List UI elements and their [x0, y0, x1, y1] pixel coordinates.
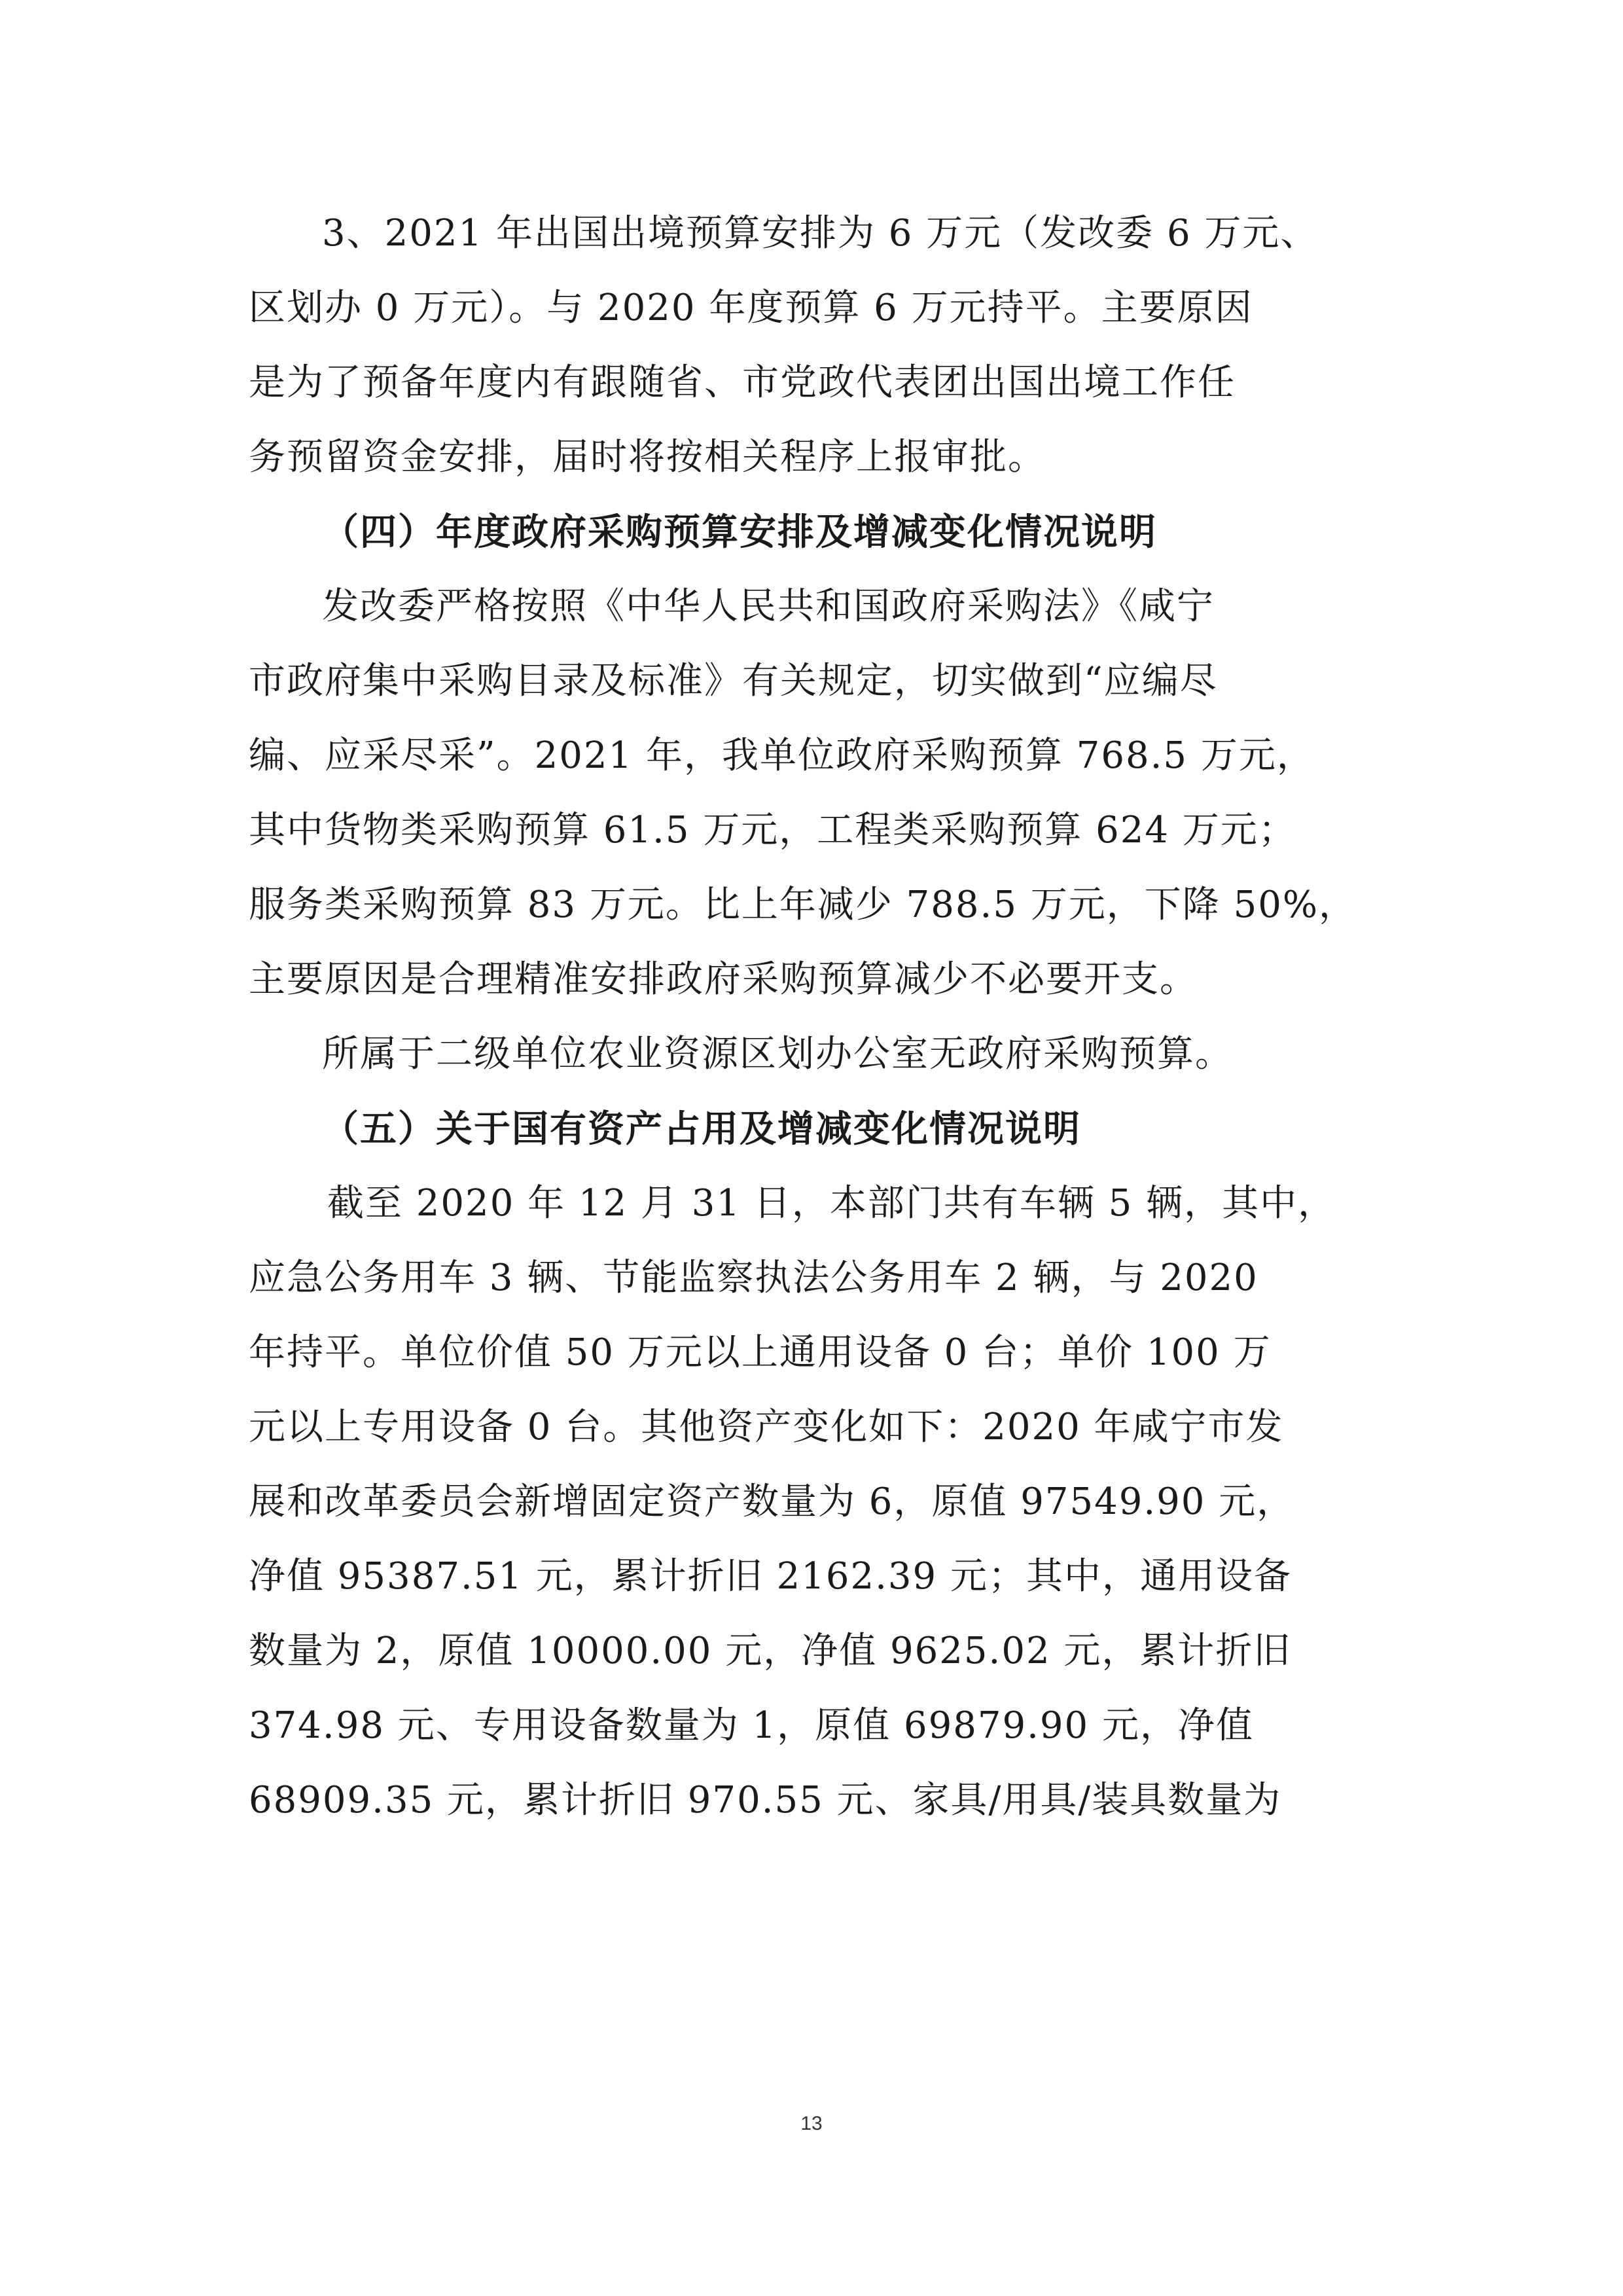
section-heading-four: （四）年度政府采购预算安排及增减变化情况说明	[322, 511, 1157, 554]
paragraph-line: 编、应采尽采”。2021 年，我单位政府采购预算 768.5 万元，	[249, 734, 1315, 777]
paragraph-line: 截至 2020 年 12 月 31 日，本部门共有车辆 5 辆，其中，	[327, 1182, 1336, 1225]
paragraph-line: 务预留资金安排，届时将按相关程序上报审批。	[249, 436, 1046, 478]
paragraph-line: 3、2021 年出国出境预算安排为 6 万元（发改委 6 万元、	[322, 212, 1319, 255]
paragraph-line: 区划办 0 万元）。与 2020 年度预算 6 万元持平。主要原因	[249, 287, 1253, 329]
paragraph-line: 净值 95387.51 元，累计折旧 2162.39 元；其中，通用设备	[249, 1555, 1292, 1598]
paragraph-line: 发改委严格按照《中华人民共和国政府采购法》《咸宁	[322, 585, 1215, 628]
section-heading-five: （五）关于国有资产占用及增减变化情况说明	[322, 1107, 1081, 1151]
document-body	[249, 196, 1387, 1838]
paragraph-line: 68909.35 元，累计折旧 970.55 元、家具/用具/装具数量为	[249, 1779, 1282, 1821]
paragraph-line: 所属于二级单位农业资源区划办公室无政府采购预算。	[322, 1033, 1233, 1075]
paragraph-line: 展和改革委员会新增固定资产数量为 6，原值 97549.90 元，	[249, 1480, 1295, 1523]
paragraph-line: 服务类采购预算 83 万元。比上年减少 788.5 万元，下降 50%，	[249, 884, 1357, 926]
paragraph-line: 其中货物类采购预算 61.5 万元，工程类采购预算 624 万元；	[249, 809, 1296, 852]
paragraph-line: 是为了预备年度内有跟随省、市党政代表团出国出境工作任	[249, 361, 1236, 404]
paragraph-line: 市政府集中采购目录及标准》有关规定，切实做到“应编尽	[249, 660, 1218, 702]
paragraph-line: 元以上专用设备 0 台。其他资产变化如下：2020 年咸宁市发	[249, 1406, 1284, 1448]
paragraph-line: 374.98 元、专用设备数量为 1，原值 69879.90 元，净值	[249, 1704, 1254, 1747]
paragraph-line: 主要原因是合理精准安排政府采购预算减少不必要开支。	[249, 958, 1198, 1001]
page-number: 13	[800, 2113, 823, 2134]
paragraph-line: 应急公务用车 3 辆、节能监察执法公务用车 2 辆，与 2020	[249, 1257, 1258, 1299]
paragraph-line: 数量为 2，原值 10000.00 元，净值 9625.02 元，累计折旧	[249, 1630, 1292, 1672]
paragraph-line: 年持平。单位价值 50 万元以上通用设备 0 台；单价 100 万	[249, 1331, 1272, 1374]
